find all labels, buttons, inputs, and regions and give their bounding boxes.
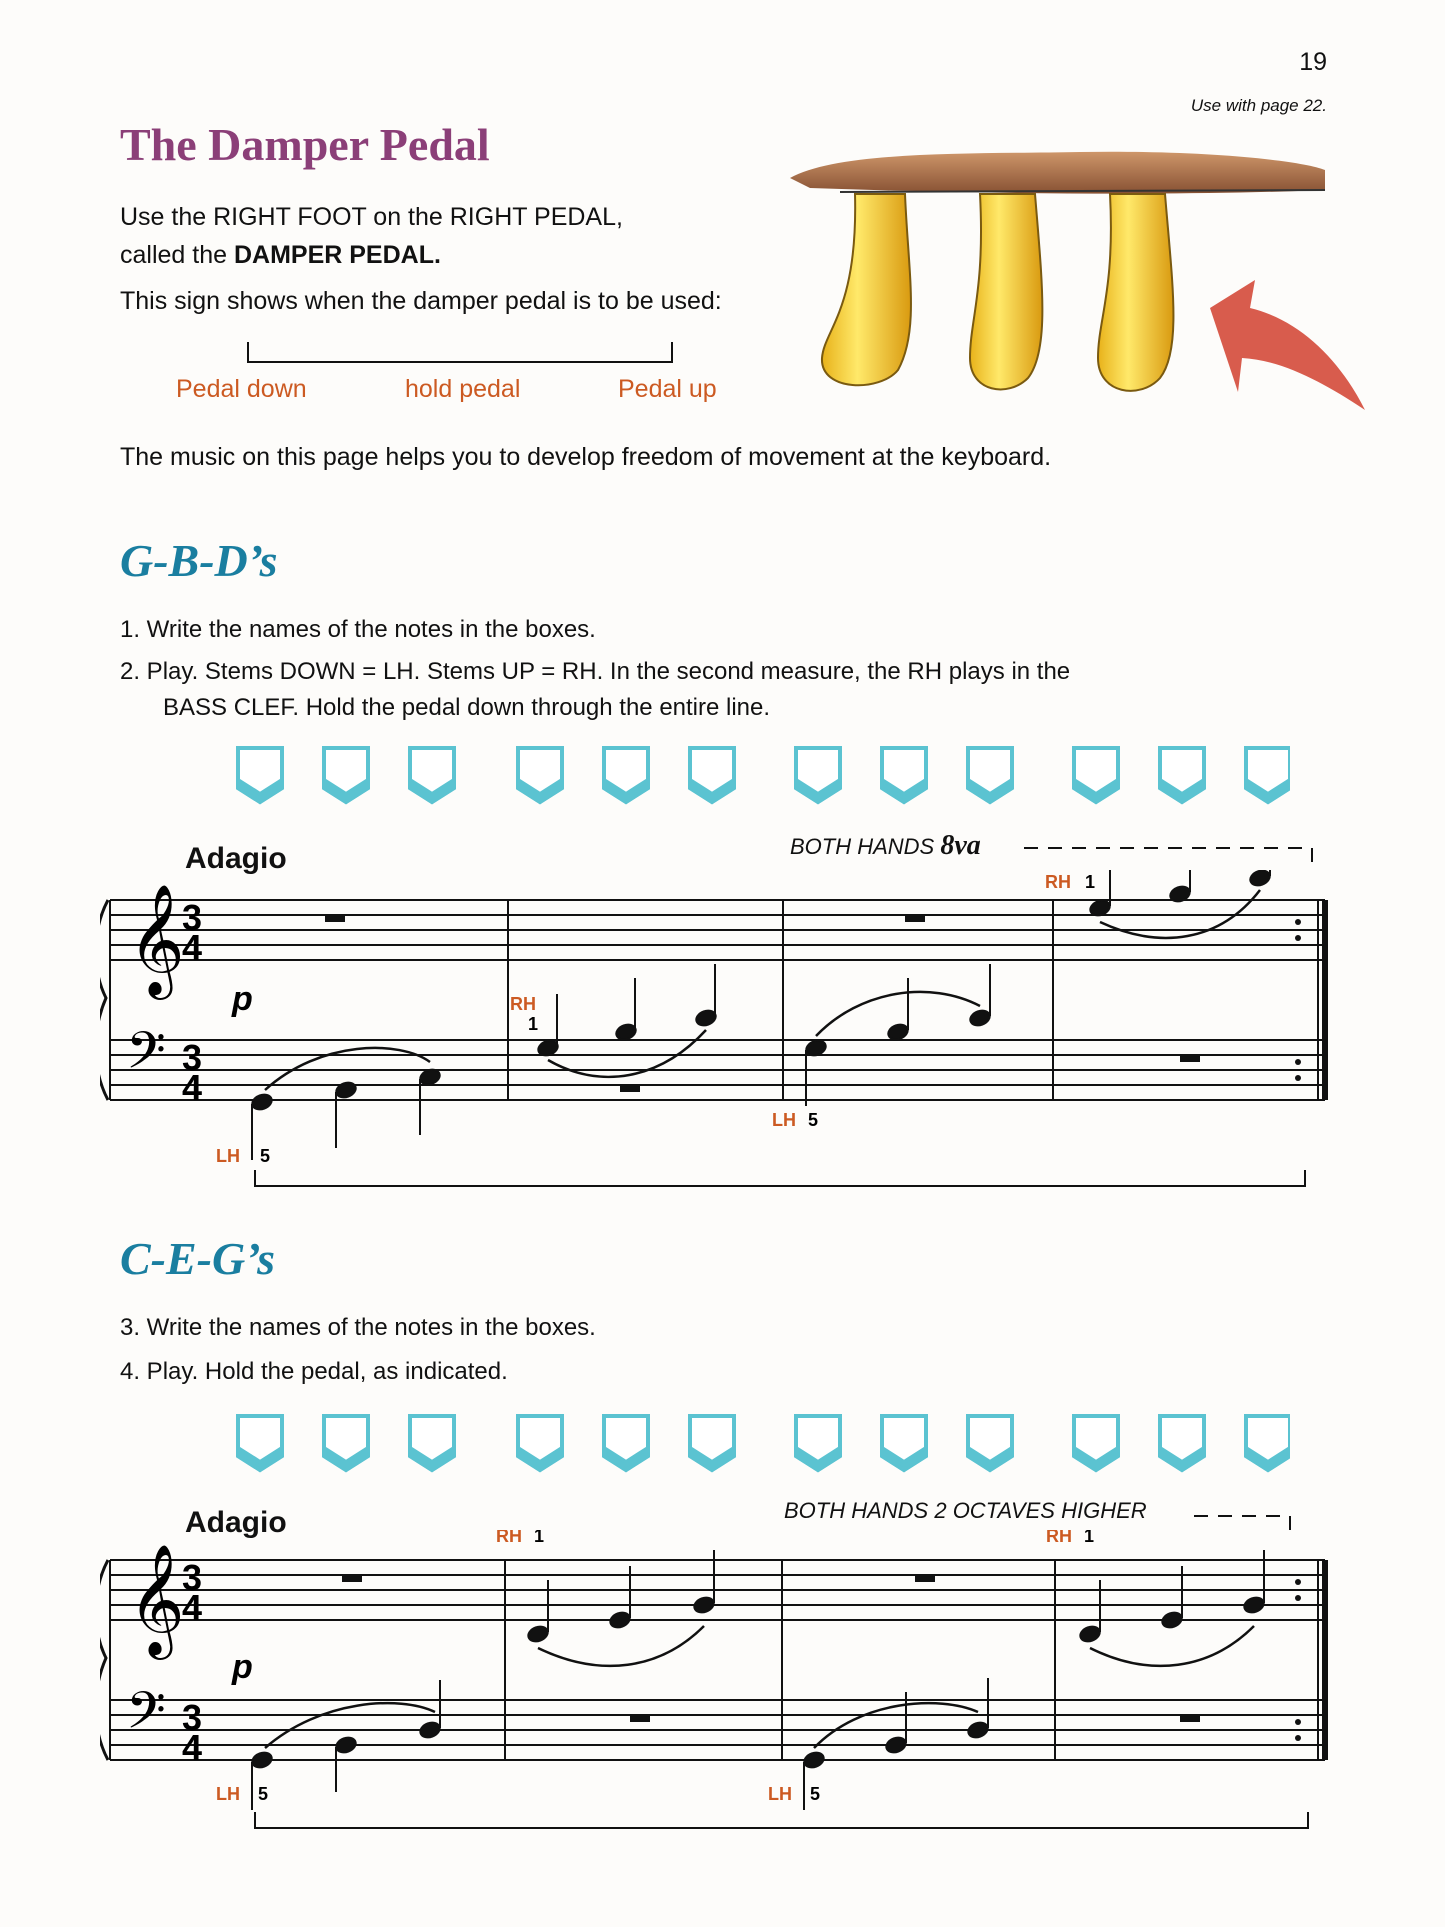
ceg-tempo: Adagio [185, 1506, 287, 1539]
gbd-octave-dash [1020, 838, 1320, 868]
gbd-octave-marking: BOTH HANDS 8va [790, 830, 981, 861]
gbd-tempo: Adagio [185, 842, 287, 875]
ceg-title: C-E-G’s [120, 1233, 276, 1284]
piano-base-shape [790, 152, 1325, 194]
freedom-text: The music on this page helps you to develop freedom of movement at the keyboard. [120, 443, 1052, 471]
left-pedal-shape [822, 194, 911, 385]
ceg-step4: 4. Play. Hold the pedal, as indicated. [120, 1358, 508, 1385]
right-pedal-shape [1098, 194, 1173, 391]
gbd-dynamic-p: p [232, 980, 253, 1018]
gbd-step1: 1. Write the names of the notes in the boxes. [120, 616, 596, 643]
answer-box[interactable] [882, 1416, 926, 1470]
ceg-lh-finger-m1: 5 [258, 1784, 269, 1804]
damper-title: The Damper Pedal [120, 119, 490, 170]
svg-text:4: 4 [182, 1727, 203, 1768]
damper-line1: Use the RIGHT FOOT on the RIGHT PEDAL, [120, 203, 623, 231]
middle-pedal-shape [970, 194, 1042, 389]
svg-text:3: 3 [182, 1037, 203, 1078]
ceg-staff-system [100, 1530, 1340, 1830]
answer-box[interactable] [1246, 1416, 1290, 1470]
arrow-icon [1210, 280, 1365, 410]
page-number: 19 [1299, 48, 1327, 76]
ceg-lh-label-m1: LH [216, 1784, 240, 1804]
answer-box[interactable] [968, 748, 1012, 802]
damper-line2: called the DAMPER PEDAL. [120, 241, 441, 269]
answer-box[interactable] [690, 748, 734, 802]
gbd-step2a: 2. Play. Stems DOWN = LH. Stems UP = RH. In the second measure, the RH plays in the [120, 658, 1071, 685]
answer-box[interactable] [604, 748, 648, 802]
answer-box[interactable] [968, 1416, 1012, 1470]
pedal-down-label: Pedal down [176, 375, 307, 403]
ceg-lh-label-m3: LH [768, 1784, 792, 1804]
gbd-lh-label: LH [216, 1146, 240, 1166]
answer-box[interactable] [324, 748, 368, 802]
gbd-lh-finger-m3: 5 [808, 1110, 819, 1130]
gbd-rh-label-m2: RH [510, 994, 536, 1014]
answer-box[interactable] [1160, 748, 1204, 802]
answer-box[interactable] [1074, 748, 1118, 802]
svg-text:4: 4 [182, 1587, 203, 1628]
answer-box[interactable] [796, 748, 840, 802]
ceg-rh-finger-m4: 1 [1084, 1530, 1095, 1546]
answer-box[interactable] [324, 1416, 368, 1470]
gbd-step2b: BASS CLEF. Hold the pedal down through the entire line. [163, 694, 771, 721]
gbd-staff-system [100, 870, 1340, 1210]
hold-pedal-label: hold pedal [405, 375, 521, 403]
gbd-answer-boxes [230, 740, 1290, 820]
gbd-lh-label-m3: LH [772, 1110, 796, 1130]
svg-text:4: 4 [182, 1067, 203, 1108]
answer-box[interactable] [690, 1416, 734, 1470]
gbd-lh-finger: 5 [260, 1146, 271, 1166]
use-with-note: Use with page 22. [1190, 96, 1327, 115]
answer-box[interactable] [882, 748, 926, 802]
ceg-dynamic-p: p [232, 1648, 253, 1686]
gbd-title: G-B-D’s [120, 535, 278, 586]
answer-box[interactable] [518, 748, 562, 802]
answer-box[interactable] [1160, 1416, 1204, 1470]
answer-box[interactable] [518, 1416, 562, 1470]
answer-box[interactable] [410, 748, 454, 802]
ceg-rh-finger-m2: 1 [534, 1530, 545, 1546]
treble-clef-icon: 𝄞 [128, 886, 185, 993]
ceg-step3: 3. Write the names of the notes in the boxes. [120, 1314, 596, 1341]
ceg-lh-finger-m3: 5 [810, 1784, 821, 1804]
pedal-sign [240, 338, 680, 368]
gbd-rh-finger-m4: 1 [1085, 872, 1096, 892]
answer-box[interactable] [1074, 1416, 1118, 1470]
svg-text:3: 3 [182, 1697, 203, 1738]
bass-clef-icon: 𝄢 [126, 1023, 166, 1092]
ceg-answer-boxes [230, 1408, 1290, 1488]
gbd-rh-finger-m2: 1 [528, 1014, 539, 1034]
answer-box[interactable] [796, 1416, 840, 1470]
svg-text:3: 3 [182, 1557, 203, 1598]
answer-box[interactable] [410, 1416, 454, 1470]
svg-text:4: 4 [182, 927, 203, 968]
answer-box[interactable] [1246, 748, 1290, 802]
gbd-rh-label-m4: RH [1045, 872, 1071, 892]
ceg-octave-marking: BOTH HANDS 2 OCTAVES HIGHER [784, 1498, 1147, 1523]
treble-clef-icon: 𝄞 [128, 1546, 185, 1653]
bass-clef-icon: 𝄢 [126, 1683, 166, 1752]
ceg-pedal-bracket [255, 1812, 1308, 1828]
ceg-rh-label-m2: RH [496, 1530, 522, 1546]
damper-sign-text: This sign shows when the damper pedal is to be used: [120, 287, 722, 315]
answer-box[interactable] [604, 1416, 648, 1470]
ceg-rh-label-m4: RH [1046, 1530, 1072, 1546]
answer-box[interactable] [238, 748, 282, 802]
gbd-pedal-bracket [255, 1170, 1305, 1186]
pedal-up-label: Pedal up [618, 375, 717, 403]
answer-box[interactable] [238, 1416, 282, 1470]
svg-text:3: 3 [182, 897, 203, 938]
piano-pedals-illustration [780, 130, 1380, 440]
